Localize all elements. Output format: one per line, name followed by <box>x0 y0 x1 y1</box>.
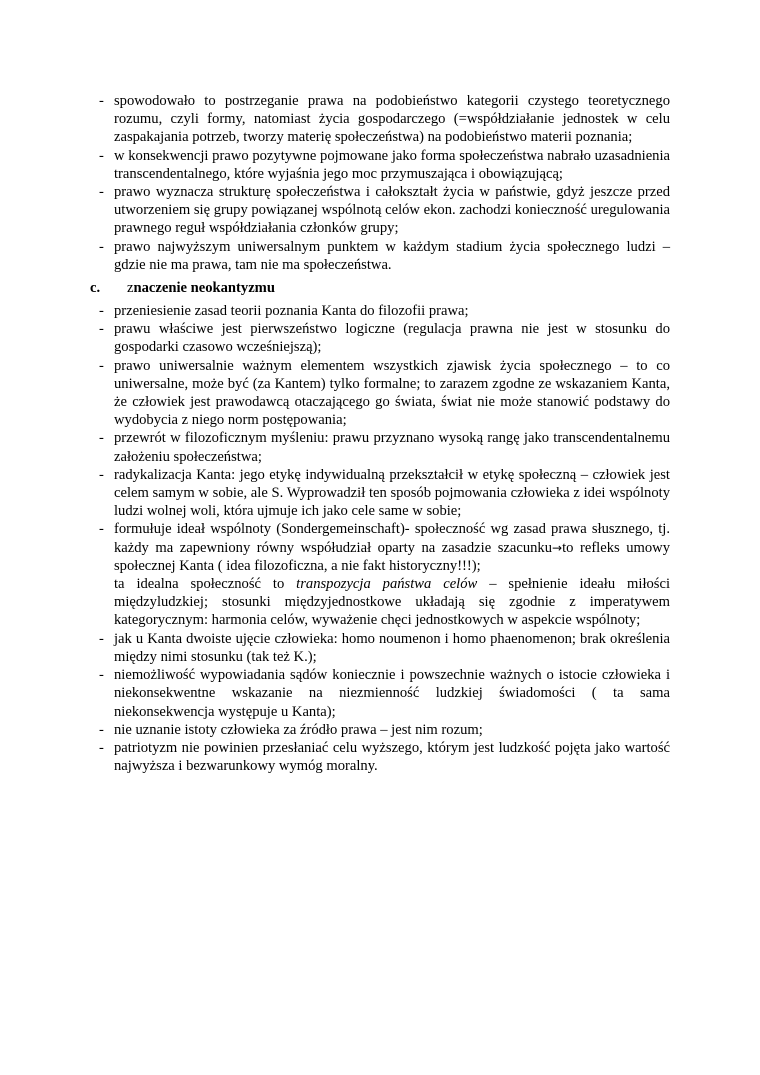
list-item <box>97 630 670 666</box>
dash-bullet: - <box>99 739 104 756</box>
list-item <box>97 320 670 356</box>
list-item <box>97 739 670 775</box>
section-title <box>127 279 275 297</box>
list-item-text: formułuje ideał wspólnoty (Sondergemeinschaft)- społeczność wg zasad prawa słusznego, tj. każdy ma zapewniony równy współudział oparty na zasadzie szacunku <box>114 521 670 556</box>
list-item-text: w konsekwencji prawo pozytywne pojmowane jako forma społeczeństwa nabrało uzasadnienia transcendentalnego, które wyjaśnia jego moc przymuszająca i obowiązującą; <box>114 147 670 182</box>
section-heading <box>90 279 670 297</box>
right-arrow-icon: → <box>552 540 563 555</box>
list-item-text: nie uznanie istoty człowieka za źródło prawa – jest nim rozum; <box>114 721 483 738</box>
list-item-text-continued: to refleks umowy społecznej Kanta ( idea filozoficzna, a nie fakt historyczny!!!); <box>114 539 670 574</box>
list-item <box>97 466 670 521</box>
dash-bullet: - <box>99 238 104 255</box>
dash-bullet: - <box>99 466 104 483</box>
list-item <box>97 92 670 147</box>
list-item-text: przewrót w filozoficznym myśleniu: prawu przyznano wysoką rangę jako transcendentalnemu założeniu społeczeństwa; <box>114 430 670 465</box>
dash-bullet: - <box>99 630 104 647</box>
list-item-text: patriotyzm nie powinien przesłaniać celu wyższego, którym jest ludzkość pojęta jako wartość najwyższa i bezwarunkowy wymóg moralny. <box>114 739 670 775</box>
list-item-text: przeniesienie zasad teorii poznania Kanta do filozofii prawa; <box>114 303 469 320</box>
section-title-rest: naczenie neokantyzmu <box>133 280 275 297</box>
list-item-text: prawo najwyższym uniwersalnym punktem w każdym stadium życia społecznego ludzi – gdzie nie ma prawa, tam nie ma społeczeństwa. <box>114 238 670 273</box>
list-item <box>97 302 670 320</box>
dash-bullet: - <box>99 303 104 320</box>
list-item <box>97 183 670 238</box>
list-item <box>97 147 670 183</box>
list-item <box>97 666 670 721</box>
section-letter: c. <box>90 280 101 297</box>
list-item-text: prawo uniwersalnie ważnym elementem wszystkich zjawisk życia społecznego – to co uniwersalne, może być (za Kantem) tylko formalne; to zarazem zgodne ze wskazaniem Kanta, że człowiek jest prawodawcą otaczającego go świata, świat nie może stanowić podstawy do wydobycia z niego norm postępowania; <box>114 357 670 429</box>
page-content <box>90 92 671 775</box>
list-item <box>97 357 670 430</box>
dash-bullet: - <box>99 357 104 374</box>
section-title-first-letter: z <box>127 280 134 297</box>
list-item <box>97 238 670 274</box>
dash-bullet: - <box>99 430 104 447</box>
list-item <box>97 721 670 739</box>
bullet-list-neokantianism <box>97 302 670 575</box>
list-item-text: niemożliwość wypowiadania sądów koniecznie i powszechnie ważnych o istocie człowieka i niekonsekwentne wskazanie na niezmienność ludzkiej świadomości ( ta sama niekonsekwencja występuje u Kanta); <box>114 667 670 720</box>
dash-bullet: - <box>99 321 104 338</box>
continuation-paragraph <box>97 575 670 630</box>
dash-bullet: - <box>99 667 104 684</box>
list-item-text: spowodowało to postrzeganie prawa na podobieństwo kategorii czystego teoretycznego rozumu, czyli formy, natomiast życia gospodarczego (=współdziałanie jednostek w celu zaspakajania potrzeb, tworzy materię społeczeństwa) na podobieństwo materii poznania; <box>114 93 670 146</box>
list-item-text: jak u Kanta dwoiste ujęcie człowieka: homo noumenon i homo phaenomenon; brak określenia między nimi stosunku (tak też K.); <box>114 630 670 665</box>
bullet-list-consequences <box>97 92 670 274</box>
list-item-ideal <box>97 520 670 575</box>
list-item-text: prawu właściwe jest pierwszeństwo logiczne (regulacja prawna nie jest w stosunku do gospodarki czasowo wcześniejszą); <box>114 321 670 356</box>
list-item <box>97 429 670 465</box>
list-item-text: prawo wyznacza strukturę społeczeństwa i całokształt życia w państwie, gdyż jeszcze przed utworzeniem się grupy powiązanej wspólnotą celów ekon. zachodzi konieczność uregulowania prawnego reguł współdziałania członków grupy; <box>114 184 670 237</box>
dash-bullet: - <box>99 93 104 109</box>
list-item-text: radykalizacja Kanta: jego etykę indywidualną przekształcił w etykę społeczną – człowiek jest celem samym w sobie, ale S. Wyprowadził ten sposób pojmowania człowieka z idei wspólnoty ludzi wolnej woli, która ujmuje ich jako cele same w sobie; <box>114 466 670 520</box>
dash-bullet: - <box>99 521 104 538</box>
dash-bullet: - <box>99 184 104 201</box>
bullet-list-critique <box>97 630 670 776</box>
continuation-text: ta idealna społeczność to <box>114 576 297 593</box>
continuation-text-rest: – spełnienie ideału miłości międzyludzkiej; stosunki międzyjednostkowe układają się zgodnie z imperatywem kategorycznym: harmonia celów, wyważenie chęci jednostkowych w aspekcie wspólnoty; <box>114 576 671 629</box>
dash-bullet: - <box>99 147 104 164</box>
dash-bullet: - <box>99 721 104 738</box>
italic-phrase: transpozycja państwa celów <box>296 576 478 593</box>
